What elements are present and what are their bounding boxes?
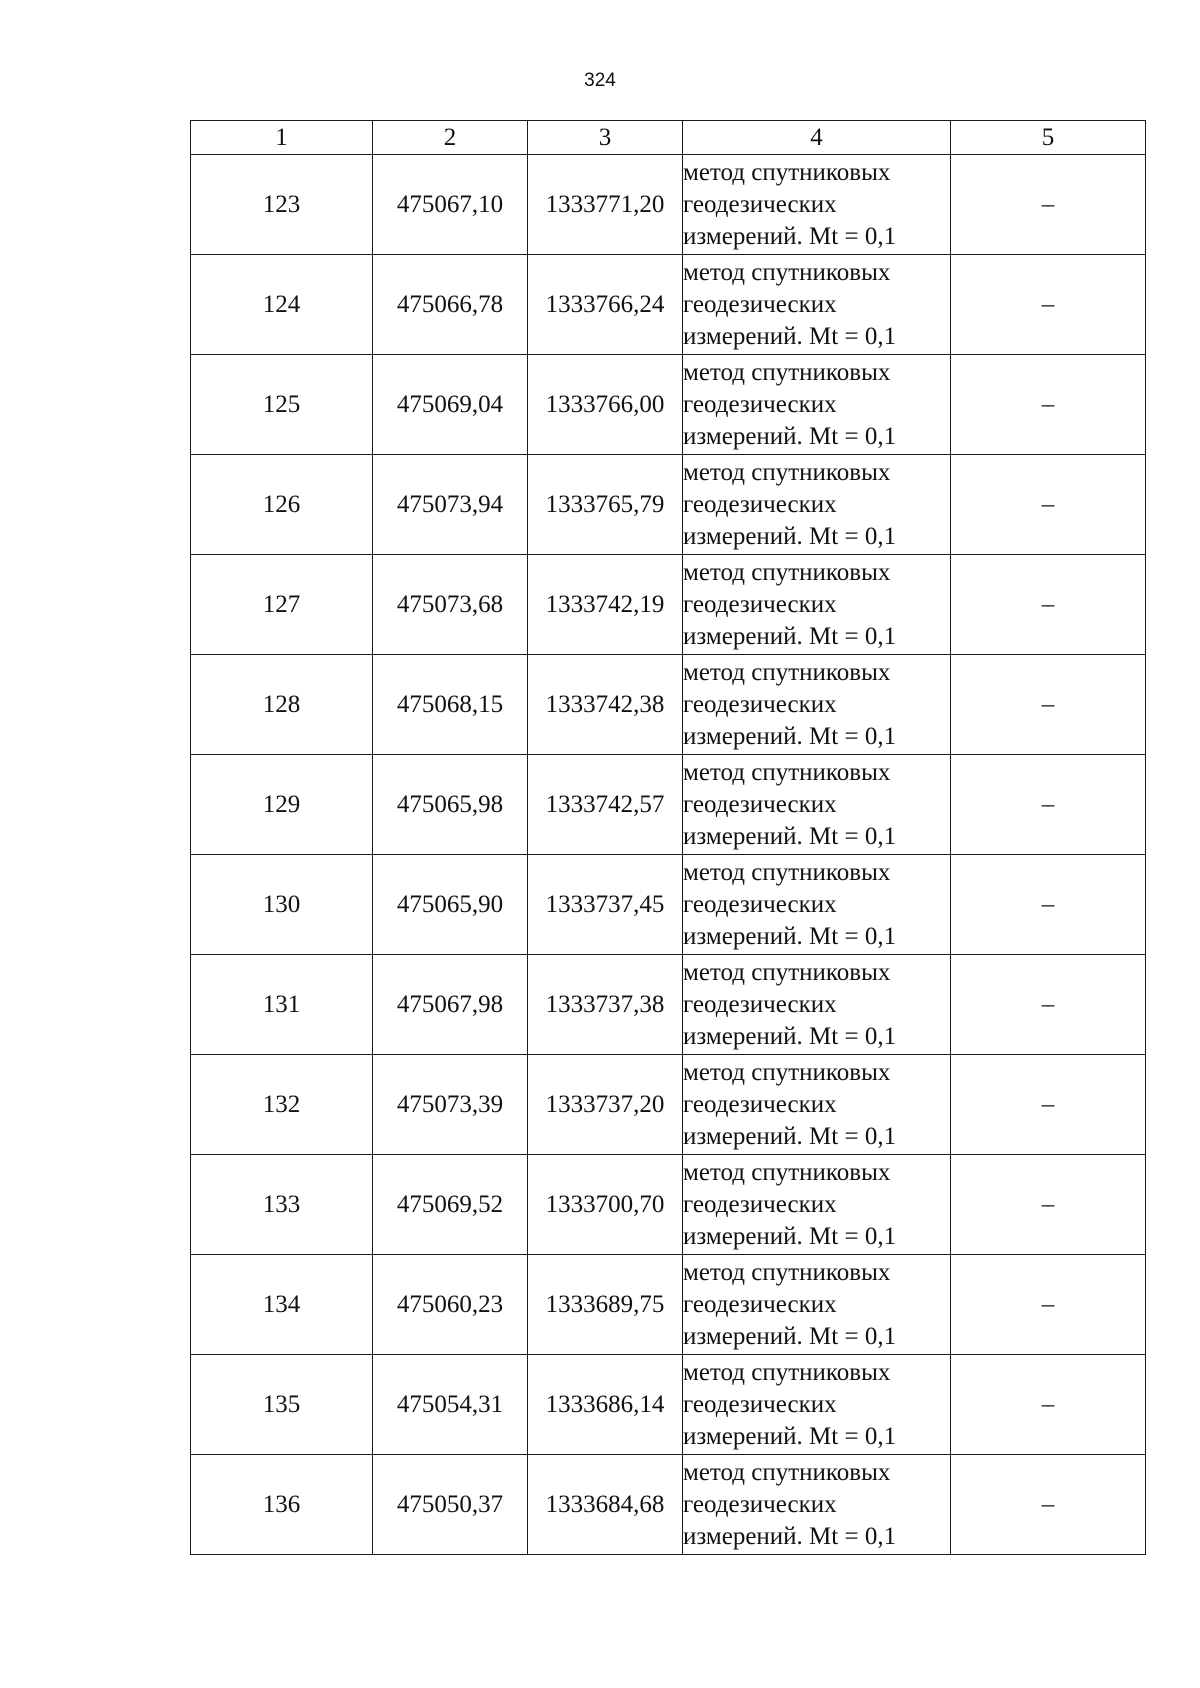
method-line-2: геодезических [683,1190,837,1218]
note-cell: – [951,255,1146,355]
y-coordinate-cell: 1333766,24 [528,255,683,355]
header-col-5: 5 [951,121,1146,155]
table-row [191,955,1146,1055]
x-coordinate-cell: 475066,78 [373,255,528,355]
point-number-cell: 128 [191,655,373,755]
method-line-1: метод спутниковых [683,1158,891,1186]
header-col-4: 4 [683,121,951,155]
method-cell [683,1355,951,1455]
method-line-2: геодезических [683,1090,837,1118]
header-row [191,121,1146,155]
note-cell: – [951,855,1146,955]
table-row [191,755,1146,855]
method-line-3: измерений. Mt = 0,1 [683,422,897,450]
method-line-3: измерений. Mt = 0,1 [683,1222,897,1250]
x-coordinate-cell: 475068,15 [373,655,528,755]
x-coordinate-cell: 475073,94 [373,455,528,555]
method-line-1: метод спутниковых [683,1058,891,1086]
note-cell: – [951,755,1146,855]
x-coordinate-cell: 475054,31 [373,1355,528,1455]
method-line-1: метод спутниковых [683,658,891,686]
x-coordinate-cell: 475069,52 [373,1155,528,1255]
x-coordinate-cell: 475050,37 [373,1455,528,1555]
method-cell [683,555,951,655]
method-line-2: геодезических [683,490,837,518]
header-col-3: 3 [528,121,683,155]
header-col-2: 2 [373,121,528,155]
method-line-2: геодезических [683,890,837,918]
table-row [191,555,1146,655]
method-cell [683,1255,951,1355]
note-cell: – [951,1155,1146,1255]
method-cell [683,655,951,755]
y-coordinate-cell: 1333771,20 [528,155,683,255]
table-header [191,121,1146,155]
y-coordinate-cell: 1333684,68 [528,1455,683,1555]
note-cell: – [951,355,1146,455]
table-row [191,255,1146,355]
point-number-cell: 129 [191,755,373,855]
method-line-3: измерений. Mt = 0,1 [683,1422,897,1450]
x-coordinate-cell: 475069,04 [373,355,528,455]
note-cell: – [951,1055,1146,1155]
method-line-1: метод спутниковых [683,1358,891,1386]
method-line-1: метод спутниковых [683,158,891,186]
note-cell: – [951,1355,1146,1455]
y-coordinate-cell: 1333686,14 [528,1355,683,1455]
note-cell: – [951,1455,1146,1555]
method-cell [683,855,951,955]
method-cell [683,955,951,1055]
point-number-cell: 132 [191,1055,373,1155]
point-number-cell: 133 [191,1155,373,1255]
table-row [191,155,1146,255]
table-row [191,455,1146,555]
method-line-1: метод спутниковых [683,458,891,486]
method-line-2: геодезических [683,290,837,318]
point-number-cell: 127 [191,555,373,655]
header-col-1: 1 [191,121,373,155]
method-cell [683,255,951,355]
method-line-3: измерений. Mt = 0,1 [683,1322,897,1350]
method-line-1: метод спутниковых [683,1258,891,1286]
table-row [191,1355,1146,1455]
table-row [191,355,1146,455]
note-cell: – [951,155,1146,255]
point-number-cell: 130 [191,855,373,955]
y-coordinate-cell: 1333689,75 [528,1255,683,1355]
table-row [191,1055,1146,1155]
x-coordinate-cell: 475073,39 [373,1055,528,1155]
method-cell [683,1155,951,1255]
x-coordinate-cell: 475067,10 [373,155,528,255]
method-line-3: измерений. Mt = 0,1 [683,222,897,250]
method-line-1: метод спутниковых [683,758,891,786]
table-row [191,1155,1146,1255]
method-line-1: метод спутниковых [683,1458,891,1486]
method-line-2: геодезических [683,190,837,218]
x-coordinate-cell: 475073,68 [373,555,528,655]
x-coordinate-cell: 475065,98 [373,755,528,855]
method-cell [683,1455,951,1555]
method-line-3: измерений. Mt = 0,1 [683,1122,897,1150]
method-line-3: измерений. Mt = 0,1 [683,1022,897,1050]
note-cell: – [951,955,1146,1055]
x-coordinate-cell: 475060,23 [373,1255,528,1355]
method-line-1: метод спутниковых [683,558,891,586]
method-line-2: геодезических [683,990,837,1018]
point-number-cell: 123 [191,155,373,255]
y-coordinate-cell: 1333766,00 [528,355,683,455]
table-row [191,1455,1146,1555]
method-line-3: измерений. Mt = 0,1 [683,722,897,750]
note-cell: – [951,1255,1146,1355]
point-number-cell: 124 [191,255,373,355]
table-row [191,1255,1146,1355]
point-number-cell: 125 [191,355,373,455]
note-cell: – [951,455,1146,555]
table-row [191,855,1146,955]
method-line-3: измерений. Mt = 0,1 [683,522,897,550]
point-number-cell: 126 [191,455,373,555]
method-line-3: измерений. Mt = 0,1 [683,622,897,650]
method-line-1: метод спутниковых [683,958,891,986]
table-row [191,655,1146,755]
table-body [191,155,1146,1555]
note-cell: – [951,655,1146,755]
method-line-1: метод спутниковых [683,358,891,386]
method-line-3: измерений. Mt = 0,1 [683,822,897,850]
method-line-3: измерений. Mt = 0,1 [683,922,897,950]
x-coordinate-cell: 475067,98 [373,955,528,1055]
y-coordinate-cell: 1333737,45 [528,855,683,955]
y-coordinate-cell: 1333742,38 [528,655,683,755]
method-line-2: геодезических [683,1490,837,1518]
method-line-1: метод спутниковых [683,258,891,286]
y-coordinate-cell: 1333737,38 [528,955,683,1055]
y-coordinate-cell: 1333700,70 [528,1155,683,1255]
page-number: 324 [584,70,616,91]
method-line-3: измерений. Mt = 0,1 [683,322,897,350]
method-cell [683,455,951,555]
coordinates-table [190,120,1146,1555]
y-coordinate-cell: 1333742,19 [528,555,683,655]
method-cell [683,355,951,455]
method-line-2: геодезических [683,790,837,818]
method-line-1: метод спутниковых [683,858,891,886]
method-cell [683,155,951,255]
y-coordinate-cell: 1333765,79 [528,455,683,555]
note-cell: – [951,555,1146,655]
method-line-2: геодезических [683,1290,837,1318]
method-line-3: измерений. Mt = 0,1 [683,1522,897,1550]
y-coordinate-cell: 1333742,57 [528,755,683,855]
x-coordinate-cell: 475065,90 [373,855,528,955]
point-number-cell: 131 [191,955,373,1055]
y-coordinate-cell: 1333737,20 [528,1055,683,1155]
point-number-cell: 134 [191,1255,373,1355]
method-cell [683,1055,951,1155]
point-number-cell: 135 [191,1355,373,1455]
method-line-2: геодезических [683,390,837,418]
method-line-2: геодезических [683,690,837,718]
method-line-2: геодезических [683,1390,837,1418]
method-line-2: геодезических [683,590,837,618]
method-cell [683,755,951,855]
point-number-cell: 136 [191,1455,373,1555]
